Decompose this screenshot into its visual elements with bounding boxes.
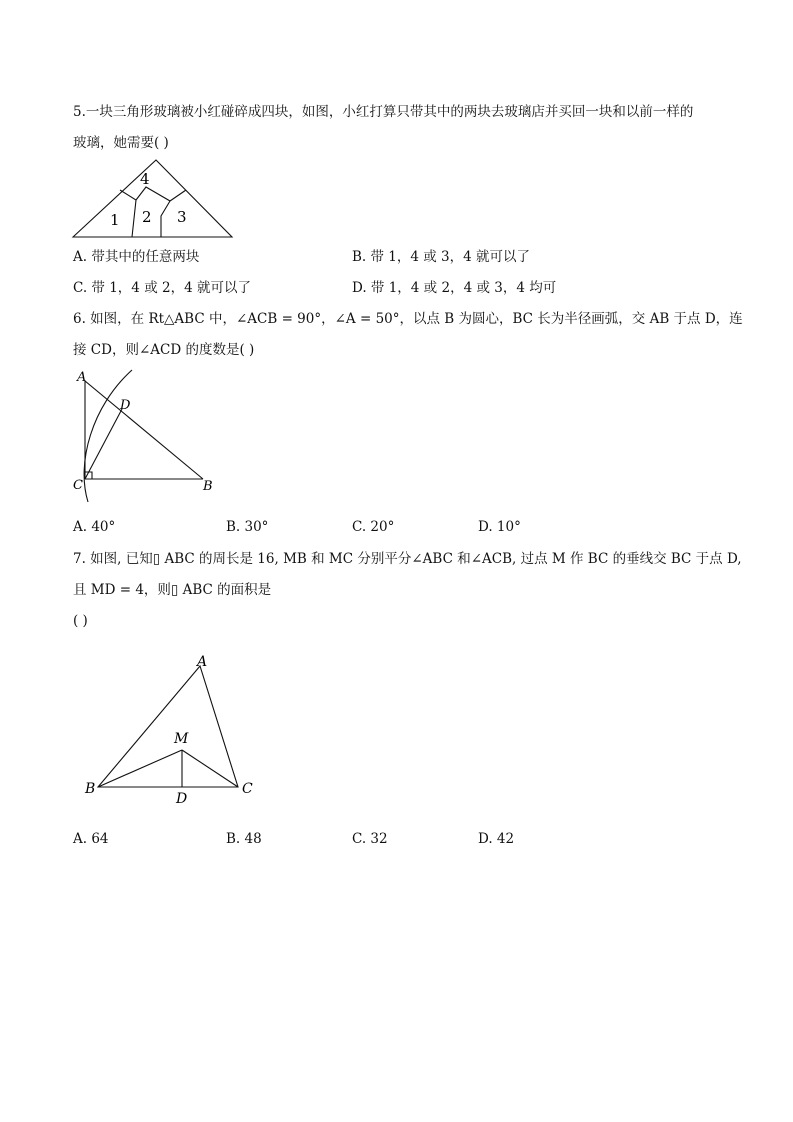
q6-option-c[interactable]: C. 20°: [352, 519, 395, 535]
q5-piece-label-3: 3: [177, 208, 187, 226]
q6-right-triangle-figure: [70, 368, 220, 503]
q6-option-a[interactable]: A. 40°: [73, 519, 116, 535]
q7-option-d[interactable]: D. 42: [478, 831, 515, 847]
q6-label-a: A: [77, 370, 87, 385]
q5-piece-label-2: 2: [142, 208, 152, 226]
q6-stem-line2: 接 CD，则∠ACD 的度数是( ): [73, 342, 255, 358]
q7-label-c: C: [242, 781, 253, 797]
q5-piece-label-1: 1: [110, 211, 120, 229]
q7-label-m: M: [174, 731, 189, 747]
q5-option-d[interactable]: D. 带 1，4 或 2，4 或 3，4 均可: [352, 280, 557, 296]
q6-label-d: D: [120, 398, 131, 413]
q6-label-c: C: [73, 478, 83, 493]
q6-stem-line1: 6. 如图，在 Rt△ABC 中，∠ACB = 90°，∠A = 50°，以点 B 为圆心，BC 长为半径画弧，交 AB 于点 D，连: [73, 311, 743, 327]
q7-stem-line2: 且 MD = 4，则▯ ABC 的面积是: [73, 582, 272, 598]
q7-option-a[interactable]: A. 64: [73, 831, 109, 847]
q5-option-a[interactable]: A. 带其中的任意两块: [73, 249, 200, 265]
q5-stem-line1: 5.一块三角形玻璃被小红碰碎成四块，如图，小红打算只带其中的两块去玻璃店并买回一块和以前一样的: [73, 104, 694, 120]
q5-stem-line2: 玻璃，她需要( ): [73, 135, 169, 151]
q7-label-a: A: [197, 654, 208, 670]
q6-option-d[interactable]: D. 10°: [478, 519, 521, 535]
q7-label-d: D: [176, 791, 188, 807]
q7-triangle-bisector-figure: [80, 650, 260, 810]
q5-option-c[interactable]: C. 带 1，4 或 2，4 就可以了: [73, 280, 251, 296]
q6-label-b: B: [203, 479, 213, 494]
q6-option-b[interactable]: B. 30°: [226, 519, 269, 535]
q5-option-b[interactable]: B. 带 1，4 或 3，4 就可以了: [352, 249, 531, 265]
q7-label-b: B: [85, 781, 96, 797]
q7-stem-line3: ( ): [73, 613, 88, 629]
q7-stem-line1: 7. 如图, 已知▯ ABC 的周长是 16, MB 和 MC 分别平分∠ABC 和∠ACB, 过点 M 作 BC 的垂线交 BC 于点 D,: [73, 551, 742, 567]
q7-option-c[interactable]: C. 32: [352, 831, 388, 847]
q7-option-b[interactable]: B. 48: [226, 831, 262, 847]
q5-glass-triangle-figure: [70, 158, 240, 240]
q5-piece-label-4: 4: [140, 170, 150, 188]
